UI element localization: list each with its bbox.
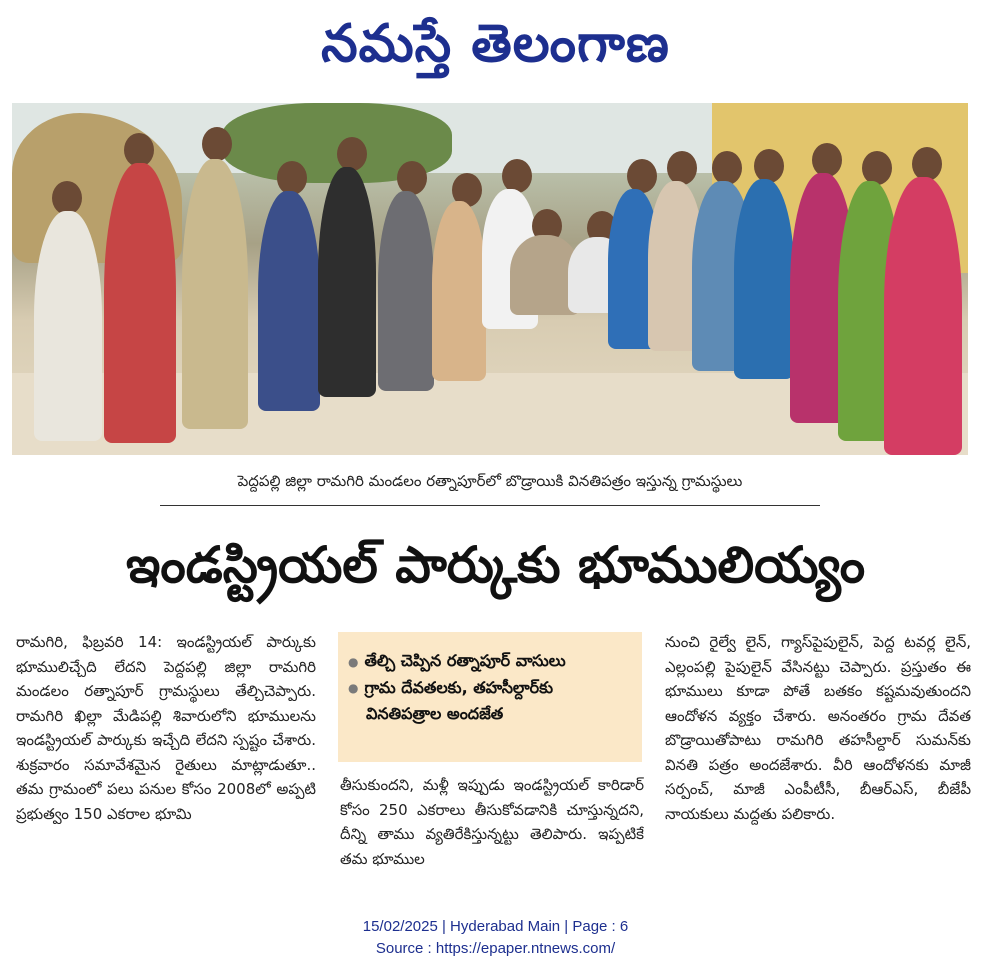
article-column-3: [665, 630, 971, 826]
bullet-icon: ●: [348, 654, 359, 669]
article-column-2: [340, 773, 644, 871]
bullet-icon: ●: [348, 681, 359, 695]
masthead-title: నమస్తే తెలంగాణ: [321, 13, 670, 74]
article-paragraph: తీసుకుందని, మళ్లీ ఇప్పుడు ఇండస్ట్రియల్ కారిడార్ కోసం 250 ఎకరాలు తీసుకోవడానికి చూస్తున్నదని, దీన్ని తాము వ్యతిరేకిస్తున్నట్టు తెలిపారు. ఇప్పటికే తమ భూముల: [340, 776, 644, 868]
footer: [0, 916, 991, 960]
photo-caption: పెద్దపల్లి జిల్లా రామగిరి మండలం రత్నాపూర్‌లో బొడ్రాయికి వినతిపత్రం ఇస్తున్న గ్రామస్థులు: [237, 472, 743, 490]
article-paragraph: నుంచి రైల్వే లైన్, గ్యాస్‌పైపులైన్, పెద్ద టవర్ల లైన్, ఎల్లంపల్లి పైపులైన్ వేసినట్టు చెప్పారు. ప్రస్తుతం ఈ భూములు కూడా పోతే బతకం కష్టమవుతుందని ఆందోళన వ్యక్తం చేశారు. అనంతరం గ్రామ దేవత బొడ్రాయితోపాటు రామగిరి తహసీల్దార్ సుమన్‌కు వినతి పత్రం అందజేశారు. వీరి ఆందోళనకు మాజీ సర్పంచ్, మాజీ ఎంపీటీసీ, బీఆర్‌ఎస్, బీజేపీ నాయకులు మద్దతు పలికారు.: [665, 633, 971, 823]
highlight-box: [338, 632, 642, 762]
news-photo: [12, 103, 968, 455]
footer-source-link[interactable]: Source : https://epaper.ntnews.com/: [375, 940, 616, 957]
highlight-item: ● తేల్చి చెప్పిన రత్నాపూర్ వాసులు: [348, 651, 566, 670]
caption-divider: [160, 505, 820, 506]
article-paragraph: రామగిరి, ఫిబ్రవరి 14: ఇండస్ట్రియల్ పార్కుకు భూములిచ్చేది లేదని పెద్దపల్లి జిల్లా రామగిరి మండలం రత్నాపూర్ గ్రామస్థులు తేల్చిచెప్పారు. రామగిరి ఖిల్లా మేడిపల్లి శివారులోని భూములను ఇండస్ట్రియల్ పార్కుకు ఇచ్చేది లేదని స్పష్టం చేశారు. శుక్రవారం సమావేశమైన రైతులు మాట్లాడుతూ.. తమ గ్రామంలో పలు పనుల కోసం 2008లో అప్పటి ప్రభుత్వం 150 ఎకరాల భూమి: [16, 633, 316, 823]
highlight-item: ● గ్రామ దేవతలకు, తహసీల్దార్‌కు వినతిపత్రాల అందజేత: [348, 677, 554, 723]
article-headline: ఇండస్ట్రియల్ పార్కుకు భూములియ్యం: [125, 536, 866, 594]
article-column-1: [16, 630, 316, 826]
footer-date-line: 15/02/2025 | Hyderabad Main | Page : 6: [362, 918, 629, 935]
